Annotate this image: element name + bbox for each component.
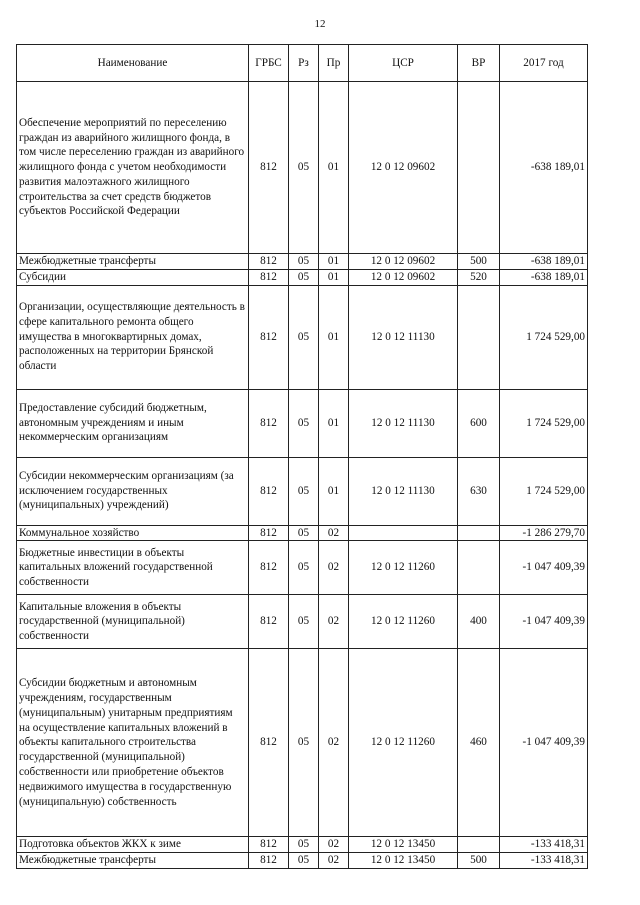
cell-pr: 02 [319, 853, 349, 869]
cell-vr: 600 [458, 389, 500, 457]
cell-grbs: 812 [249, 82, 289, 254]
cell-csr: 12 0 12 11130 [349, 389, 458, 457]
cell-csr: 12 0 12 11260 [349, 649, 458, 837]
cell-name: Субсидии некоммерческим организациям (за исключением государственных (муниципальных) учреждений) [17, 457, 249, 525]
cell-csr: 12 0 12 11260 [349, 541, 458, 595]
column-header-name: Наименование [17, 45, 249, 82]
cell-name: Межбюджетные трансферты [17, 254, 249, 270]
table-row [17, 853, 588, 869]
column-header-grbs: ГРБС [249, 45, 289, 82]
cell-rz: 05 [289, 525, 319, 541]
cell-rz: 05 [289, 285, 319, 389]
cell-amount: -638 189,01 [500, 82, 588, 254]
cell-amount: -1 047 409,39 [500, 649, 588, 837]
cell-name: Коммунальное хозяйство [17, 525, 249, 541]
cell-pr: 01 [319, 285, 349, 389]
cell-vr [458, 285, 500, 389]
cell-vr: 630 [458, 457, 500, 525]
table-row [17, 254, 588, 270]
cell-name: Предоставление субсидий бюджетным, автономным учреждениям и иным некоммерческим организациям [17, 389, 249, 457]
cell-rz: 05 [289, 389, 319, 457]
cell-amount: -638 189,01 [500, 254, 588, 270]
cell-csr: 12 0 12 09602 [349, 254, 458, 270]
cell-csr: 12 0 12 11130 [349, 457, 458, 525]
cell-vr: 500 [458, 853, 500, 869]
cell-vr [458, 541, 500, 595]
cell-grbs: 812 [249, 595, 289, 649]
cell-name: Организации, осуществляющие деятельность в сфере капитального ремонта общего имущества в многоквартирных домах, расположенных на территории Брянской области [17, 285, 249, 389]
table-row [17, 837, 588, 853]
cell-amount: 1 724 529,00 [500, 285, 588, 389]
cell-pr: 02 [319, 837, 349, 853]
table-header-row [17, 45, 588, 82]
cell-csr: 12 0 12 09602 [349, 269, 458, 285]
budget-table [16, 44, 588, 869]
cell-grbs: 812 [249, 254, 289, 270]
column-header-pr: Пр [319, 45, 349, 82]
cell-pr: 02 [319, 649, 349, 837]
cell-vr: 400 [458, 595, 500, 649]
cell-vr: 520 [458, 269, 500, 285]
cell-pr: 02 [319, 541, 349, 595]
cell-amount: -1 047 409,39 [500, 541, 588, 595]
column-header-rz: Рз [289, 45, 319, 82]
table-row [17, 649, 588, 837]
table-row [17, 269, 588, 285]
cell-csr: 12 0 12 11130 [349, 285, 458, 389]
cell-amount: -1 286 279,70 [500, 525, 588, 541]
table-row [17, 525, 588, 541]
cell-vr: 460 [458, 649, 500, 837]
cell-grbs: 812 [249, 837, 289, 853]
cell-csr: 12 0 12 11260 [349, 595, 458, 649]
cell-rz: 05 [289, 254, 319, 270]
table-row [17, 541, 588, 595]
cell-vr [458, 525, 500, 541]
cell-grbs: 812 [249, 525, 289, 541]
column-header-year: 2017 год [500, 45, 588, 82]
cell-name: Бюджетные инвестиции в объекты капитальных вложений государственной собственности [17, 541, 249, 595]
table-row [17, 595, 588, 649]
cell-name: Капитальные вложения в объекты государственной (муниципальной) собственности [17, 595, 249, 649]
cell-grbs: 812 [249, 649, 289, 837]
cell-pr: 02 [319, 595, 349, 649]
cell-grbs: 812 [249, 541, 289, 595]
cell-grbs: 812 [249, 853, 289, 869]
table-row [17, 389, 588, 457]
cell-csr: 12 0 12 13450 [349, 853, 458, 869]
table-row [17, 82, 588, 254]
cell-name: Субсидии бюджетным и автономным учреждениям, государственным (муниципальным) унитарным предприятиям на осуществление капитальных вложений в объекты капитального строительства государственной (муниципальной) собственности или приобретение объектов недвижимого имущества в государственную (муниципальную) собственность [17, 649, 249, 837]
cell-amount: -133 418,31 [500, 853, 588, 869]
table-row [17, 457, 588, 525]
cell-pr: 01 [319, 254, 349, 270]
cell-pr: 01 [319, 389, 349, 457]
cell-name: Межбюджетные трансферты [17, 853, 249, 869]
cell-vr [458, 837, 500, 853]
cell-grbs: 812 [249, 457, 289, 525]
cell-rz: 05 [289, 837, 319, 853]
table-row [17, 285, 588, 389]
cell-name: Подготовка объектов ЖКХ к зиме [17, 837, 249, 853]
column-header-csr: ЦСР [349, 45, 458, 82]
cell-csr [349, 525, 458, 541]
cell-grbs: 812 [249, 389, 289, 457]
cell-rz: 05 [289, 649, 319, 837]
cell-pr: 01 [319, 269, 349, 285]
cell-rz: 05 [289, 269, 319, 285]
cell-rz: 05 [289, 595, 319, 649]
cell-amount: -638 189,01 [500, 269, 588, 285]
page-number: 12 [314, 18, 326, 30]
cell-rz: 05 [289, 457, 319, 525]
cell-grbs: 812 [249, 269, 289, 285]
cell-rz: 05 [289, 853, 319, 869]
cell-amount: 1 724 529,00 [500, 457, 588, 525]
cell-pr: 01 [319, 457, 349, 525]
cell-vr [458, 82, 500, 254]
cell-rz: 05 [289, 541, 319, 595]
cell-amount: 1 724 529,00 [500, 389, 588, 457]
cell-csr: 12 0 12 09602 [349, 82, 458, 254]
cell-pr: 01 [319, 82, 349, 254]
cell-grbs: 812 [249, 285, 289, 389]
cell-csr: 12 0 12 13450 [349, 837, 458, 853]
cell-name: Субсидии [17, 269, 249, 285]
cell-amount: -133 418,31 [500, 837, 588, 853]
cell-rz: 05 [289, 82, 319, 254]
cell-name: Обеспечение мероприятий по переселению граждан из аварийного жилищного фонда, в том числе переселению граждан из аварийного жилищного фонда с учетом необходимости развития малоэтажного жилищного строительства за счет средств бюджетов субъектов Российской Федерации [17, 82, 249, 254]
column-header-vr: ВР [458, 45, 500, 82]
cell-pr: 02 [319, 525, 349, 541]
cell-amount: -1 047 409,39 [500, 595, 588, 649]
cell-vr: 500 [458, 254, 500, 270]
